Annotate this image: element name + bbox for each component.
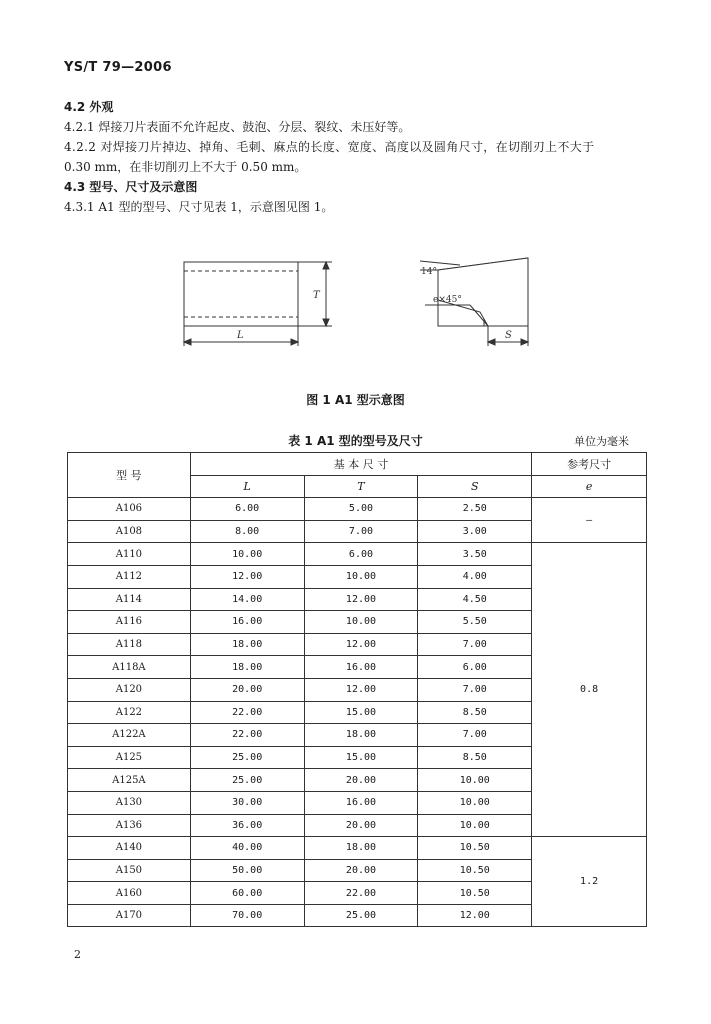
cell-t: 16.00	[304, 656, 418, 679]
cell-t: 12.00	[304, 588, 418, 611]
cell-t: 18.00	[304, 724, 418, 747]
cell-l: 22.00	[190, 724, 304, 747]
section-4-2-2-continued: 0.30 mm，在非切削刃上不大于 0.50 mm。	[64, 160, 307, 174]
table-body	[68, 498, 647, 927]
table-row	[68, 498, 647, 521]
section-4-3-heading: 4.3 型号、尺寸及示意图	[64, 180, 198, 194]
cell-model: A112	[68, 565, 191, 588]
cell-t: 20.00	[304, 769, 418, 792]
header-reference-dimension: 参考尺寸	[532, 453, 647, 476]
cell-s: 10.50	[418, 837, 532, 860]
header-basic-dimensions: 基 本 尺 寸	[190, 453, 531, 476]
table-unit-label: 单位为毫米	[574, 435, 629, 448]
cell-s: 7.00	[418, 678, 532, 701]
cell-model: A136	[68, 814, 191, 837]
cell-model: A108	[68, 520, 191, 543]
figure-a1-diagram	[170, 250, 550, 360]
cell-t: 5.00	[304, 498, 418, 521]
cell-s: 8.50	[418, 701, 532, 724]
cell-l: 25.00	[190, 769, 304, 792]
cell-s: 2.50	[418, 498, 532, 521]
cell-s: 7.00	[418, 724, 532, 747]
cell-model: A160	[68, 882, 191, 905]
cell-model: A118	[68, 633, 191, 656]
table-caption: 表 1 A1 型的型号及尺寸	[288, 434, 423, 448]
cell-s: 4.50	[418, 588, 532, 611]
cell-model: A116	[68, 611, 191, 634]
table-row	[68, 837, 647, 860]
cell-model: A110	[68, 543, 191, 566]
cell-t: 12.00	[304, 633, 418, 656]
cell-model: A150	[68, 859, 191, 882]
cell-model: A140	[68, 837, 191, 860]
cell-model: A122A	[68, 724, 191, 747]
cell-t: 10.00	[304, 611, 418, 634]
cell-s: 3.50	[418, 543, 532, 566]
cell-s: 5.50	[418, 611, 532, 634]
figure-caption: 图 1 A1 型示意图	[306, 393, 405, 407]
cell-t: 15.00	[304, 701, 418, 724]
header-e: e	[532, 475, 647, 498]
cell-l: 50.00	[190, 859, 304, 882]
cell-l: 60.00	[190, 882, 304, 905]
dimension-label-s: S	[505, 330, 512, 341]
header-model: 型 号	[68, 453, 191, 498]
cell-model: A130	[68, 791, 191, 814]
section-4-2-heading: 4.2 外观	[64, 100, 114, 114]
cell-model: A106	[68, 498, 191, 521]
chamfer-label: e×45°	[433, 295, 462, 305]
angle-label: 14°	[421, 267, 437, 277]
header-s: S	[418, 475, 532, 498]
cell-l: 30.00	[190, 791, 304, 814]
cell-t: 20.00	[304, 859, 418, 882]
cell-t: 15.00	[304, 746, 418, 769]
cell-s: 6.00	[418, 656, 532, 679]
cell-l: 36.00	[190, 814, 304, 837]
cell-s: 10.00	[418, 814, 532, 837]
cell-model: A122	[68, 701, 191, 724]
cell-t: 7.00	[304, 520, 418, 543]
cell-l: 12.00	[190, 565, 304, 588]
cell-t: 10.00	[304, 565, 418, 588]
cell-l: 18.00	[190, 656, 304, 679]
cell-s: 10.00	[418, 791, 532, 814]
cell-s: 7.00	[418, 633, 532, 656]
top-view-drawing	[184, 262, 332, 346]
page-number: 2	[74, 948, 81, 961]
cell-model: A125A	[68, 769, 191, 792]
cell-s: 10.50	[418, 859, 532, 882]
cell-model: A118A	[68, 656, 191, 679]
cell-s: 12.00	[418, 904, 532, 927]
cell-t: 18.00	[304, 837, 418, 860]
cell-e-group-3: 1.2	[532, 837, 647, 927]
cell-l: 16.00	[190, 611, 304, 634]
cell-t: 12.00	[304, 678, 418, 701]
cell-e-group-2: 0.8	[532, 543, 647, 837]
cell-t: 22.00	[304, 882, 418, 905]
cell-e-group-1: —	[532, 498, 647, 543]
cell-model: A170	[68, 904, 191, 927]
header-l: L	[190, 475, 304, 498]
cell-l: 6.00	[190, 498, 304, 521]
dimension-label-l: L	[237, 330, 244, 341]
cell-l: 14.00	[190, 588, 304, 611]
cell-t: 6.00	[304, 543, 418, 566]
cell-l: 22.00	[190, 701, 304, 724]
cell-s: 10.50	[418, 882, 532, 905]
cell-model: A125	[68, 746, 191, 769]
cell-l: 20.00	[190, 678, 304, 701]
document-header: YS/T 79—2006	[64, 60, 172, 75]
cell-l: 40.00	[190, 837, 304, 860]
cell-t: 25.00	[304, 904, 418, 927]
section-4-3-1-text: 4.3.1 A1 型的型号、尺寸见表 1，示意图见图 1。	[64, 200, 334, 214]
cell-model: A120	[68, 678, 191, 701]
header-t: T	[304, 475, 418, 498]
dimension-label-t: T	[313, 290, 320, 301]
cell-l: 70.00	[190, 904, 304, 927]
cell-l: 25.00	[190, 746, 304, 769]
cell-s: 4.00	[418, 565, 532, 588]
section-4-2-1-text: 4.2.1 焊接刀片表面不允许起皮、鼓泡、分层、裂纹、未压好等。	[64, 120, 411, 134]
cell-model: A114	[68, 588, 191, 611]
cell-s: 3.00	[418, 520, 532, 543]
dimension-table	[67, 452, 647, 927]
cell-l: 18.00	[190, 633, 304, 656]
cell-l: 8.00	[190, 520, 304, 543]
cell-t: 16.00	[304, 791, 418, 814]
table-row	[68, 543, 647, 566]
cell-s: 10.00	[418, 769, 532, 792]
cell-s: 8.50	[418, 746, 532, 769]
cell-l: 10.00	[190, 543, 304, 566]
cell-t: 20.00	[304, 814, 418, 837]
section-4-2-2-text: 4.2.2 对焊接刀片掉边、掉角、毛刺、麻点的长度、宽度、高度以及圆角尺寸，在切削刃上不大于	[64, 140, 595, 154]
